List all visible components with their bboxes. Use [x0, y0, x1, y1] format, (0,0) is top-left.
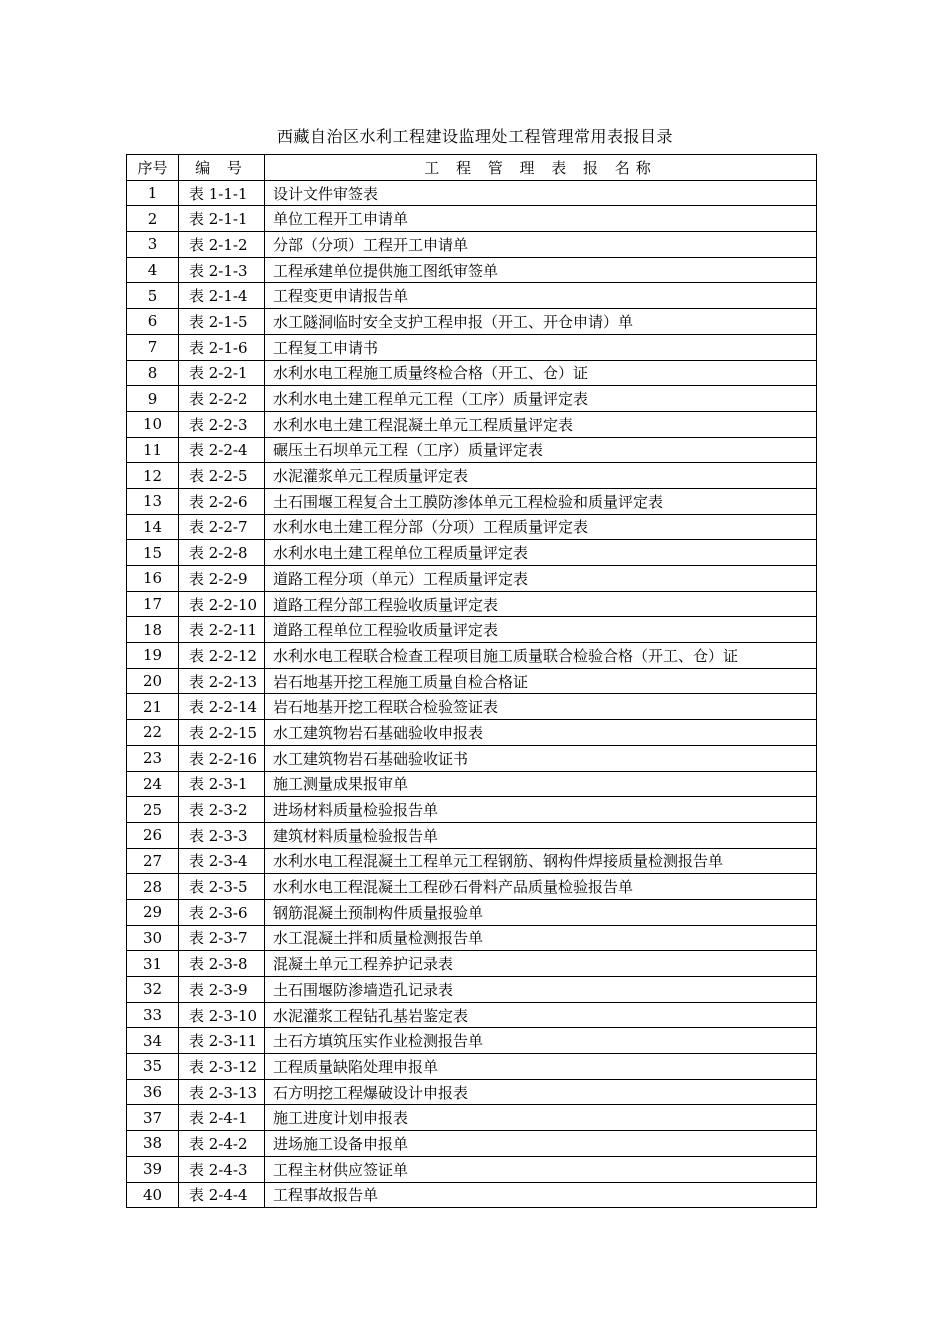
row-serial-number: 28	[127, 874, 179, 900]
row-serial-number: 18	[127, 617, 179, 643]
table-row	[127, 591, 817, 617]
row-serial-number: 21	[127, 694, 179, 720]
row-form-code: 表 2-4-4	[179, 1182, 265, 1208]
row-form-name: 设计文件审签表	[265, 180, 817, 206]
table-row	[127, 720, 817, 746]
row-form-name: 水泥灌浆单元工程质量评定表	[265, 463, 817, 489]
table-row	[127, 1054, 817, 1080]
row-form-code: 表 2-2-2	[179, 386, 265, 412]
row-form-name: 土石围堰防渗墙造孔记录表	[265, 977, 817, 1003]
row-form-code: 表 2-2-7	[179, 514, 265, 540]
row-serial-number: 35	[127, 1054, 179, 1080]
row-form-name: 水利水电工程施工质量终检合格（开工、仓）证	[265, 360, 817, 386]
table-row	[127, 1131, 817, 1157]
table-row	[127, 283, 817, 309]
row-form-code: 表 2-2-6	[179, 488, 265, 514]
row-serial-number: 14	[127, 514, 179, 540]
row-form-code: 表 2-3-8	[179, 951, 265, 977]
row-serial-number: 17	[127, 591, 179, 617]
table-row	[127, 1079, 817, 1105]
row-form-name: 钢筋混凝土预制构件质量报验单	[265, 899, 817, 925]
form-index-table	[126, 154, 817, 1208]
row-form-code: 表 2-3-4	[179, 848, 265, 874]
row-form-name: 水泥灌浆工程钻孔基岩鉴定表	[265, 1002, 817, 1028]
table-row	[127, 874, 817, 900]
row-form-name: 水工隧洞临时安全支护工程申报（开工、开仓申请）单	[265, 309, 817, 335]
row-form-name: 分部（分项）工程开工申请单	[265, 232, 817, 258]
row-serial-number: 3	[127, 232, 179, 258]
row-serial-number: 10	[127, 411, 179, 437]
table-row	[127, 925, 817, 951]
row-form-code: 表 2-1-1	[179, 206, 265, 232]
row-form-code: 表 2-3-13	[179, 1079, 265, 1105]
table-header-row	[127, 155, 817, 181]
row-form-name: 岩石地基开挖工程施工质量自检合格证	[265, 668, 817, 694]
table-row	[127, 848, 817, 874]
row-form-code: 表 2-2-13	[179, 668, 265, 694]
row-serial-number: 1	[127, 180, 179, 206]
table-row	[127, 951, 817, 977]
row-form-name: 道路工程分部工程验收质量评定表	[265, 591, 817, 617]
table-row	[127, 1105, 817, 1131]
row-form-code: 表 2-3-10	[179, 1002, 265, 1028]
row-form-code: 表 2-2-1	[179, 360, 265, 386]
row-serial-number: 6	[127, 309, 179, 335]
row-form-code: 表 2-3-6	[179, 899, 265, 925]
row-form-name: 水利水电土建工程单位工程质量评定表	[265, 540, 817, 566]
row-form-name: 水利水电土建工程分部（分项）工程质量评定表	[265, 514, 817, 540]
row-form-name: 单位工程开工申请单	[265, 206, 817, 232]
row-serial-number: 40	[127, 1182, 179, 1208]
row-form-name: 施工进度计划申报表	[265, 1105, 817, 1131]
table-row	[127, 463, 817, 489]
row-serial-number: 7	[127, 334, 179, 360]
table-row	[127, 1002, 817, 1028]
row-form-name: 水利水电工程联合检查工程项目施工质量联合检验合格（开工、仓）证	[265, 643, 817, 669]
row-form-name: 混凝土单元工程养护记录表	[265, 951, 817, 977]
row-form-code: 表 2-3-11	[179, 1028, 265, 1054]
row-serial-number: 38	[127, 1131, 179, 1157]
table-row	[127, 643, 817, 669]
row-form-code: 表 2-4-3	[179, 1156, 265, 1182]
row-form-name: 岩石地基开挖工程联合检验签证表	[265, 694, 817, 720]
table-row	[127, 334, 817, 360]
table-row	[127, 437, 817, 463]
row-form-code: 表 2-2-16	[179, 745, 265, 771]
row-serial-number: 12	[127, 463, 179, 489]
row-form-code: 表 2-4-1	[179, 1105, 265, 1131]
table-row	[127, 386, 817, 412]
row-form-code: 表 2-1-5	[179, 309, 265, 335]
row-form-code: 表 2-3-12	[179, 1054, 265, 1080]
row-form-name: 水工混凝土拌和质量检测报告单	[265, 925, 817, 951]
table-row	[127, 180, 817, 206]
row-form-code: 表 2-2-15	[179, 720, 265, 746]
row-serial-number: 22	[127, 720, 179, 746]
table-row	[127, 232, 817, 258]
row-form-name: 工程承建单位提供施工图纸审签单	[265, 257, 817, 283]
row-form-name: 碾压土石坝单元工程（工序）质量评定表	[265, 437, 817, 463]
header-form-name: 工 程 管 理 表 报 名称	[265, 155, 817, 181]
table-row	[127, 488, 817, 514]
row-form-name: 土石方填筑压实作业检测报告单	[265, 1028, 817, 1054]
document-title: 西藏自治区水利工程建设监理处工程管理常用表报目录	[276, 127, 673, 146]
row-serial-number: 4	[127, 257, 179, 283]
row-form-code: 表 2-3-2	[179, 797, 265, 823]
row-form-code: 表 2-4-2	[179, 1131, 265, 1157]
row-serial-number: 13	[127, 488, 179, 514]
row-form-code: 表 2-1-2	[179, 232, 265, 258]
row-serial-number: 34	[127, 1028, 179, 1054]
row-serial-number: 11	[127, 437, 179, 463]
table-row	[127, 360, 817, 386]
row-form-code: 表 2-1-6	[179, 334, 265, 360]
row-serial-number: 16	[127, 566, 179, 592]
row-serial-number: 36	[127, 1079, 179, 1105]
row-serial-number: 23	[127, 745, 179, 771]
table-row	[127, 514, 817, 540]
table-body	[127, 180, 817, 1208]
header-form-code: 编 号	[179, 155, 265, 181]
row-form-code: 表 2-2-14	[179, 694, 265, 720]
table-row	[127, 1156, 817, 1182]
row-form-code: 表 2-2-8	[179, 540, 265, 566]
row-form-name: 道路工程分项（单元）工程质量评定表	[265, 566, 817, 592]
table-row	[127, 771, 817, 797]
row-serial-number: 33	[127, 1002, 179, 1028]
row-form-name: 水利水电土建工程单元工程（工序）质量评定表	[265, 386, 817, 412]
row-serial-number: 15	[127, 540, 179, 566]
table-row	[127, 617, 817, 643]
row-form-name: 道路工程单位工程验收质量评定表	[265, 617, 817, 643]
row-serial-number: 19	[127, 643, 179, 669]
table-row	[127, 977, 817, 1003]
row-serial-number: 8	[127, 360, 179, 386]
row-form-code: 表 2-3-1	[179, 771, 265, 797]
row-form-name: 进场材料质量检验报告单	[265, 797, 817, 823]
row-form-code: 表 2-1-3	[179, 257, 265, 283]
row-form-name: 水利水电土建工程混凝土单元工程质量评定表	[265, 411, 817, 437]
row-form-code: 表 2-1-4	[179, 283, 265, 309]
row-form-code: 表 2-2-9	[179, 566, 265, 592]
row-serial-number: 29	[127, 899, 179, 925]
row-form-code: 表 1-1-1	[179, 180, 265, 206]
row-form-name: 工程复工申请书	[265, 334, 817, 360]
row-form-code: 表 2-3-9	[179, 977, 265, 1003]
row-serial-number: 26	[127, 822, 179, 848]
table-row	[127, 797, 817, 823]
row-form-name: 土石围堰工程复合土工膜防渗体单元工程检验和质量评定表	[265, 488, 817, 514]
table-row	[127, 899, 817, 925]
table-row	[127, 822, 817, 848]
row-serial-number: 25	[127, 797, 179, 823]
header-serial-number: 序号	[127, 155, 179, 181]
table-row	[127, 257, 817, 283]
row-serial-number: 2	[127, 206, 179, 232]
row-form-name: 水工建筑物岩石基础验收证书	[265, 745, 817, 771]
row-serial-number: 32	[127, 977, 179, 1003]
table-row	[127, 540, 817, 566]
row-serial-number: 24	[127, 771, 179, 797]
row-form-name: 建筑材料质量检验报告单	[265, 822, 817, 848]
row-form-code: 表 2-2-10	[179, 591, 265, 617]
row-form-code: 表 2-2-5	[179, 463, 265, 489]
table-row	[127, 309, 817, 335]
row-form-code: 表 2-3-3	[179, 822, 265, 848]
table-row	[127, 411, 817, 437]
row-form-code: 表 2-2-4	[179, 437, 265, 463]
table-row	[127, 745, 817, 771]
table-row	[127, 1182, 817, 1208]
row-form-name: 水工建筑物岩石基础验收申报表	[265, 720, 817, 746]
row-serial-number: 31	[127, 951, 179, 977]
row-form-name: 水利水电工程混凝土工程单元工程钢筋、钢构件焊接质量检测报告单	[265, 848, 817, 874]
row-serial-number: 27	[127, 848, 179, 874]
row-form-name: 工程质量缺陷处理申报单	[265, 1054, 817, 1080]
row-serial-number: 9	[127, 386, 179, 412]
row-form-code: 表 2-2-12	[179, 643, 265, 669]
row-form-code: 表 2-2-3	[179, 411, 265, 437]
row-form-code: 表 2-3-7	[179, 925, 265, 951]
row-form-name: 石方明挖工程爆破设计申报表	[265, 1079, 817, 1105]
row-serial-number: 20	[127, 668, 179, 694]
row-serial-number: 39	[127, 1156, 179, 1182]
table-row	[127, 668, 817, 694]
row-form-name: 水利水电工程混凝土工程砂石骨料产品质量检验报告单	[265, 874, 817, 900]
table-row	[127, 206, 817, 232]
row-serial-number: 37	[127, 1105, 179, 1131]
row-form-code: 表 2-3-5	[179, 874, 265, 900]
row-serial-number: 30	[127, 925, 179, 951]
row-form-name: 施工测量成果报审单	[265, 771, 817, 797]
row-form-name: 进场施工设备申报单	[265, 1131, 817, 1157]
table-row	[127, 694, 817, 720]
table-row	[127, 1028, 817, 1054]
row-form-name: 工程变更申请报告单	[265, 283, 817, 309]
table-row	[127, 566, 817, 592]
row-form-code: 表 2-2-11	[179, 617, 265, 643]
row-form-name: 工程主材供应签证单	[265, 1156, 817, 1182]
row-form-name: 工程事故报告单	[265, 1182, 817, 1208]
row-serial-number: 5	[127, 283, 179, 309]
